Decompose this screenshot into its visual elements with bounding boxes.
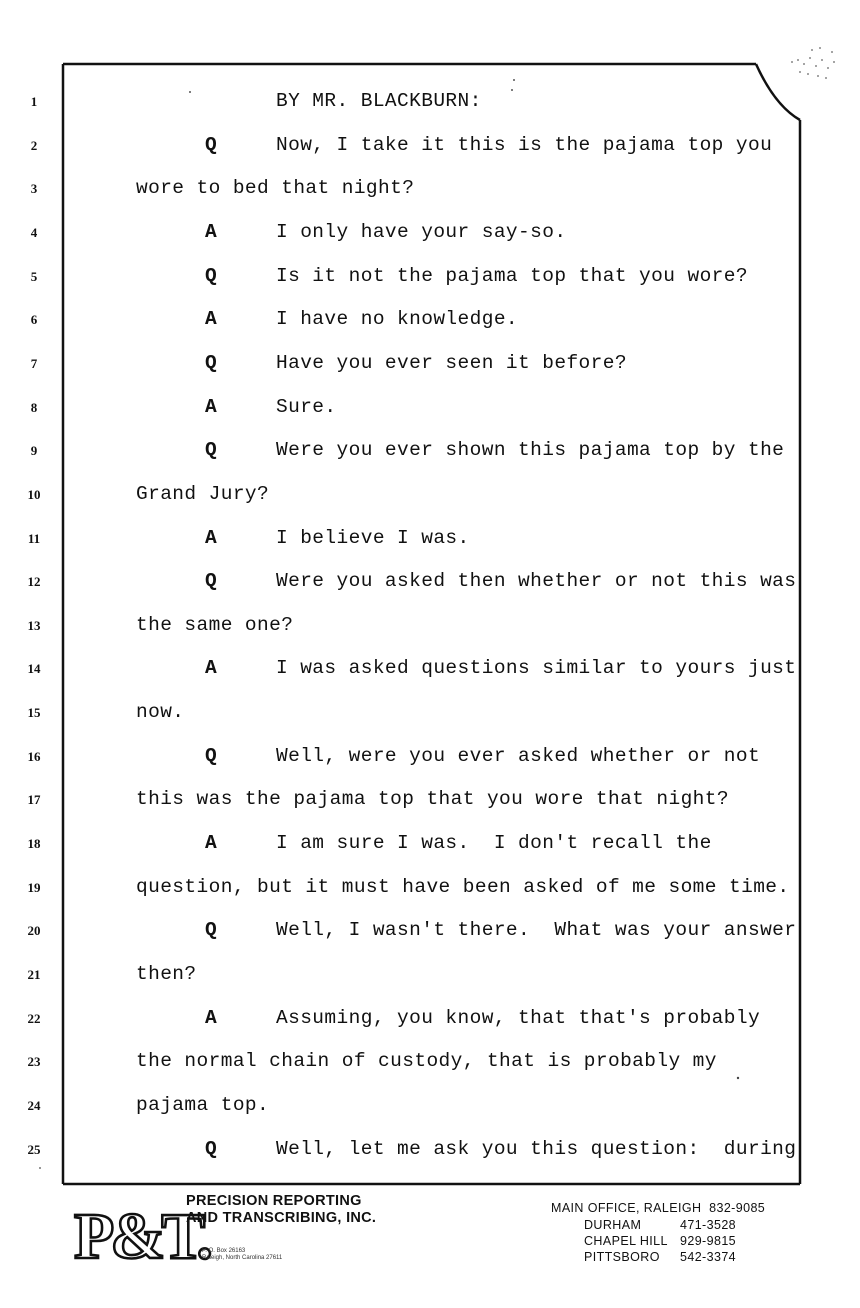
line-number: 7 <box>30 355 38 371</box>
testimony-line: Is it not the pajama top that you wore? <box>276 264 748 287</box>
company-name-line-2: AND TRANSCRIBING, INC. <box>186 1210 377 1226</box>
office-phone: 471-3528 <box>680 1218 737 1232</box>
testimony-line: question, but it must have been asked of me some time. <box>136 875 790 898</box>
line-number: 20 <box>27 923 41 939</box>
office-phone: 542-3374 <box>680 1250 737 1264</box>
testimony-line: BY MR. BLACKBURN: <box>276 90 482 112</box>
line-number: 17 <box>27 792 41 808</box>
testimony-line: I only have your say-so. <box>276 220 567 243</box>
speaker-label: Q <box>205 264 217 287</box>
testimony-line: pajama top. <box>136 1093 270 1116</box>
line-number: 9 <box>30 443 38 459</box>
speaker-label: A <box>205 395 217 418</box>
speaker-label: A <box>205 657 217 680</box>
po-box: P. O. Box 26163 <box>202 1248 246 1254</box>
line-number: 4 <box>30 224 38 240</box>
line-number: 25 <box>27 1141 41 1157</box>
office-phone: 929-9815 <box>680 1234 737 1248</box>
po-city: Raleigh, North Carolina 27611 <box>202 1255 283 1261</box>
line-number: 8 <box>30 399 38 415</box>
speaker-label: A <box>205 832 217 855</box>
speaker-label: Q <box>205 439 217 462</box>
testimony-line: Well, let me ask you this question: during <box>276 1137 797 1160</box>
testimony-line: Well, I wasn't there. What was your answer <box>276 919 797 942</box>
main-office: MAIN OFFICE, RALEIGH 832-9085 <box>551 1201 766 1215</box>
line-number: 16 <box>27 748 41 764</box>
testimony-line: I am sure I was. I don't recall the <box>276 832 712 855</box>
company-name-line-1: PRECISION REPORTING <box>186 1193 362 1209</box>
testimony-line: Were you asked then whether or not this was <box>276 570 797 593</box>
line-number: 3 <box>30 181 38 197</box>
speaker-label: Q <box>205 744 217 767</box>
office-city: CHAPEL HILL <box>584 1234 668 1248</box>
logo-lettering: P&T. <box>74 1200 209 1273</box>
speaker-label: A <box>205 1006 217 1029</box>
testimony-line: Have you ever seen it before? <box>276 351 627 374</box>
company-logo-icon <box>72 1196 209 1273</box>
line-number: 15 <box>27 705 41 721</box>
office-city: DURHAM <box>584 1218 642 1232</box>
testimony-line: wore to bed that night? <box>136 177 415 200</box>
testimony-line: Were you ever shown this pajama top by the <box>276 439 785 462</box>
speaker-label: Q <box>205 351 217 374</box>
testimony-line: the normal chain of custody, that is probably my <box>136 1050 717 1073</box>
testimony-line: then? <box>136 963 197 985</box>
line-number: 5 <box>30 268 38 284</box>
line-number: 6 <box>30 312 38 328</box>
page-number-stamp <box>782 42 846 90</box>
testimony-line: Now, I take it this is the pajama top you <box>276 133 773 156</box>
testimony-line: now. <box>136 701 185 724</box>
line-number: 1 <box>30 94 38 109</box>
testimony-line: Grand Jury? <box>136 482 270 505</box>
line-number: 12 <box>27 574 41 590</box>
line-number: 14 <box>27 661 41 677</box>
line-number: 2 <box>30 137 38 153</box>
line-number: 22 <box>27 1010 41 1026</box>
line-number: 21 <box>27 967 41 982</box>
line-number: 19 <box>27 879 41 895</box>
line-number: 18 <box>27 836 41 852</box>
line-number: 23 <box>27 1054 41 1070</box>
speaker-label: Q <box>205 570 217 593</box>
line-number: 13 <box>27 617 41 633</box>
testimony-line: I believe I was. <box>276 526 470 549</box>
testimony-line: Well, were you ever asked whether or not <box>276 744 761 767</box>
speaker-label: A <box>205 220 217 243</box>
speaker-label: A <box>205 308 217 331</box>
testimony-line: Assuming, you know, that that's probably <box>276 1006 761 1029</box>
testimony-line: I have no knowledge. <box>276 308 519 331</box>
speaker-label: Q <box>205 1137 217 1160</box>
speaker-label: Q <box>205 919 217 942</box>
testimony-line: this was the pajama top that you wore that night? <box>136 788 729 811</box>
speaker-label: Q <box>205 133 217 156</box>
testimony-line: Sure. <box>276 395 337 418</box>
company-address <box>202 1248 282 1262</box>
speaker-label: A <box>205 526 217 549</box>
office-city: PITTSBORO <box>584 1250 660 1264</box>
testimony-line: the same one? <box>136 613 294 636</box>
line-number: 11 <box>27 530 41 546</box>
testimony-line: I was asked questions similar to yours just <box>276 657 797 680</box>
line-number: 10 <box>27 486 41 502</box>
line-number: 24 <box>27 1097 41 1113</box>
